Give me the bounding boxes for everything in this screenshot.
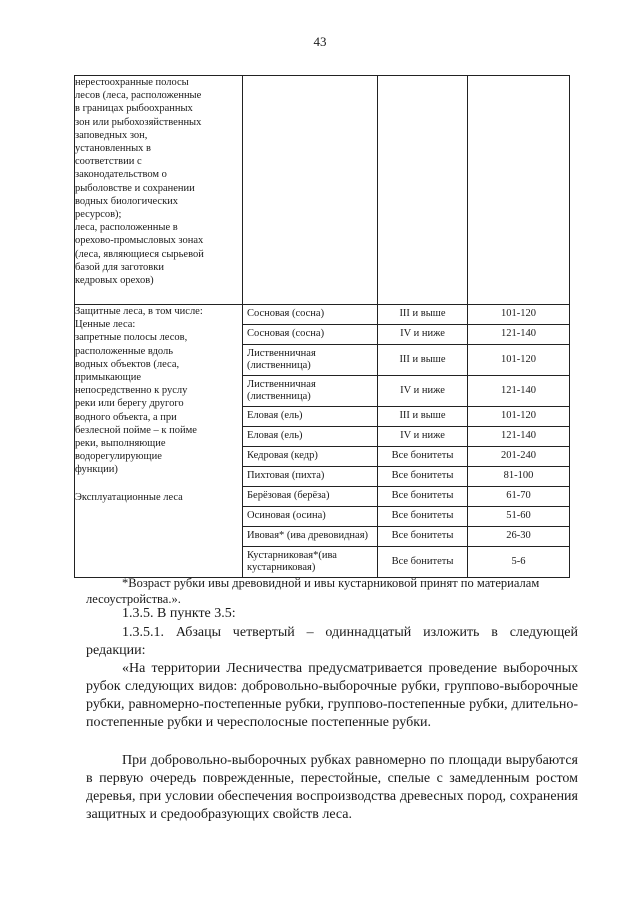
age-cell: 101-120 bbox=[468, 345, 570, 376]
age-cell: 51-60 bbox=[468, 507, 570, 527]
empty-cell bbox=[468, 76, 570, 305]
cell-line: заповедных зон, bbox=[75, 129, 148, 141]
table-row bbox=[243, 467, 569, 487]
cell-line: Эксплуатационные леса bbox=[75, 491, 183, 503]
table-row bbox=[243, 447, 569, 467]
age-cell: 101-120 bbox=[468, 305, 570, 325]
cell-line: в границах рыбоохранных bbox=[75, 103, 193, 115]
cell-line: примыкающие bbox=[75, 372, 141, 384]
cell-line: функции) bbox=[75, 464, 118, 476]
bonitet-cell: Все бонитеты bbox=[378, 527, 468, 547]
age-cell: 201-240 bbox=[468, 447, 570, 467]
forest-category-cell bbox=[75, 305, 243, 578]
species-subtable bbox=[243, 305, 569, 577]
bonitet-cell: III и выше bbox=[378, 345, 468, 376]
bonitet-cell: Все бонитеты bbox=[378, 447, 468, 467]
cell-line: законодательством о bbox=[75, 169, 167, 181]
table-row bbox=[75, 76, 570, 305]
cell-line: Ценные леса: bbox=[75, 319, 136, 331]
age-cell: 101-120 bbox=[468, 407, 570, 427]
cell-line: (леса, являющиеся сырьевой bbox=[75, 248, 204, 260]
cell-line: соответствии с bbox=[75, 156, 142, 168]
table-row bbox=[243, 427, 569, 447]
species-cell: Пихтовая (пихта) bbox=[243, 467, 378, 487]
table-row bbox=[243, 547, 569, 578]
table-row bbox=[243, 507, 569, 527]
bonitet-cell: IV и ниже bbox=[378, 325, 468, 345]
table-row bbox=[243, 376, 569, 407]
cell-line: водных биологических bbox=[75, 195, 179, 207]
species-cell: Сосновая (сосна) bbox=[243, 305, 378, 325]
bonitet-cell: III и выше bbox=[378, 407, 468, 427]
cell-line: леса, расположенные в bbox=[75, 222, 178, 234]
cell-line: водорегулирующие bbox=[75, 451, 162, 463]
table-row bbox=[243, 487, 569, 507]
cell-line: запретные полосы лесов, bbox=[75, 332, 188, 344]
bonitet-cell: IV и ниже bbox=[378, 427, 468, 447]
item-1-3-5-1: 1.3.5.1. Абзацы четвертый – одиннадцатый изложить в следующей редакции: bbox=[86, 625, 578, 658]
table-row bbox=[243, 345, 569, 376]
cell-line: кедровых орехов) bbox=[75, 275, 154, 287]
cell-line: базой для заготовки bbox=[75, 261, 164, 273]
age-cell: 121-140 bbox=[468, 325, 570, 345]
bonitet-cell: IV и ниже bbox=[378, 376, 468, 407]
cell-line: орехово-промысловых зонах bbox=[75, 235, 204, 247]
species-cell: Берёзовая (берёза) bbox=[243, 487, 378, 507]
species-cell: Ивовая* (ива древовидная) bbox=[243, 527, 378, 547]
table-row bbox=[75, 305, 570, 578]
table-footnote: *Возраст рубки ивы древовидной и ивы кустарниковой принят по материалам лесоустройства.». bbox=[86, 576, 540, 606]
species-cell: Осиновая (осина) bbox=[243, 507, 378, 527]
species-subtable-cell bbox=[243, 305, 570, 578]
species-cell: Еловая (ель) bbox=[243, 427, 378, 447]
age-cell: 121-140 bbox=[468, 376, 570, 407]
species-cell: Сосновая (сосна) bbox=[243, 325, 378, 345]
species-cell: Еловая (ель) bbox=[243, 407, 378, 427]
cell-line: безлесной пойме – к пойме bbox=[75, 424, 197, 436]
paragraph-selective-fellings: «На территории Лесничества предусматривается проведение выборочных рубок следующих видов: добровольно-выборочные рубки, группово-выборочные рубки, равномерно-постепенные рубки, группово-постепенные рубки, длительно-постепенные рубки и чересполосные постепенные рубки. bbox=[86, 661, 578, 730]
table-row bbox=[243, 527, 569, 547]
cell-line: расположенные вдоль bbox=[75, 345, 174, 357]
cell-line: ресурсов); bbox=[75, 209, 122, 221]
item-1-3-5: 1.3.5. В пункте 3.5: bbox=[122, 606, 236, 621]
cell-line: лесов (леса, расположенные bbox=[75, 90, 202, 102]
cell-line: нерестоохранные полосы bbox=[75, 77, 189, 88]
bonitet-cell: Все бонитеты bbox=[378, 467, 468, 487]
age-cell: 5-6 bbox=[468, 547, 570, 578]
cell-line: зон или рыбохозяйственных bbox=[75, 116, 202, 128]
age-cell: 61-70 bbox=[468, 487, 570, 507]
species-cell: Кустарниковая*(ива кустарниковая) bbox=[247, 549, 337, 573]
species-cell: Кедровая (кедр) bbox=[243, 447, 378, 467]
table-row bbox=[243, 325, 569, 345]
species-cell: Лиственничная (лиственница) bbox=[243, 345, 378, 376]
cell-line: рыболовстве и сохранении bbox=[75, 182, 195, 194]
paragraph-voluntary-selective: При добровольно-выборочных рубках равномерно по площади вырубаются в первую очередь поврежденные, перестойные, спелые с замедленным ростом деревья, при условии обеспечения воспроизводства древесных пород, сохранения защитных и средообразующих свойств леса. bbox=[86, 753, 578, 822]
protection-category-cell bbox=[75, 76, 243, 305]
bonitet-cell: Все бонитеты bbox=[378, 547, 468, 578]
cell-line: водных объектов (леса, bbox=[75, 358, 180, 370]
cell-line: установленных в bbox=[75, 143, 152, 155]
age-cell: 121-140 bbox=[468, 427, 570, 447]
empty-cell bbox=[243, 76, 378, 305]
species-cell: Лиственничная (лиственница) bbox=[243, 376, 378, 407]
table-row bbox=[243, 305, 569, 325]
page-number: 43 bbox=[313, 34, 327, 49]
cell-line: непосредственно к руслу bbox=[75, 385, 188, 397]
bonitet-cell: Все бонитеты bbox=[378, 507, 468, 527]
table-row bbox=[243, 407, 569, 427]
cell-line: реки или берегу другого bbox=[75, 398, 184, 410]
age-cell: 81-100 bbox=[468, 467, 570, 487]
felling-age-table bbox=[74, 75, 570, 578]
bonitet-cell: Все бонитеты bbox=[378, 487, 468, 507]
age-cell: 26-30 bbox=[468, 527, 570, 547]
empty-cell bbox=[378, 76, 468, 305]
bonitet-cell: III и выше bbox=[378, 305, 468, 325]
cell-line: реки, выполняющие bbox=[75, 438, 166, 450]
cell-line: водного объекта, а при bbox=[75, 411, 177, 423]
cell-line: Защитные леса, в том числе: bbox=[75, 306, 203, 317]
